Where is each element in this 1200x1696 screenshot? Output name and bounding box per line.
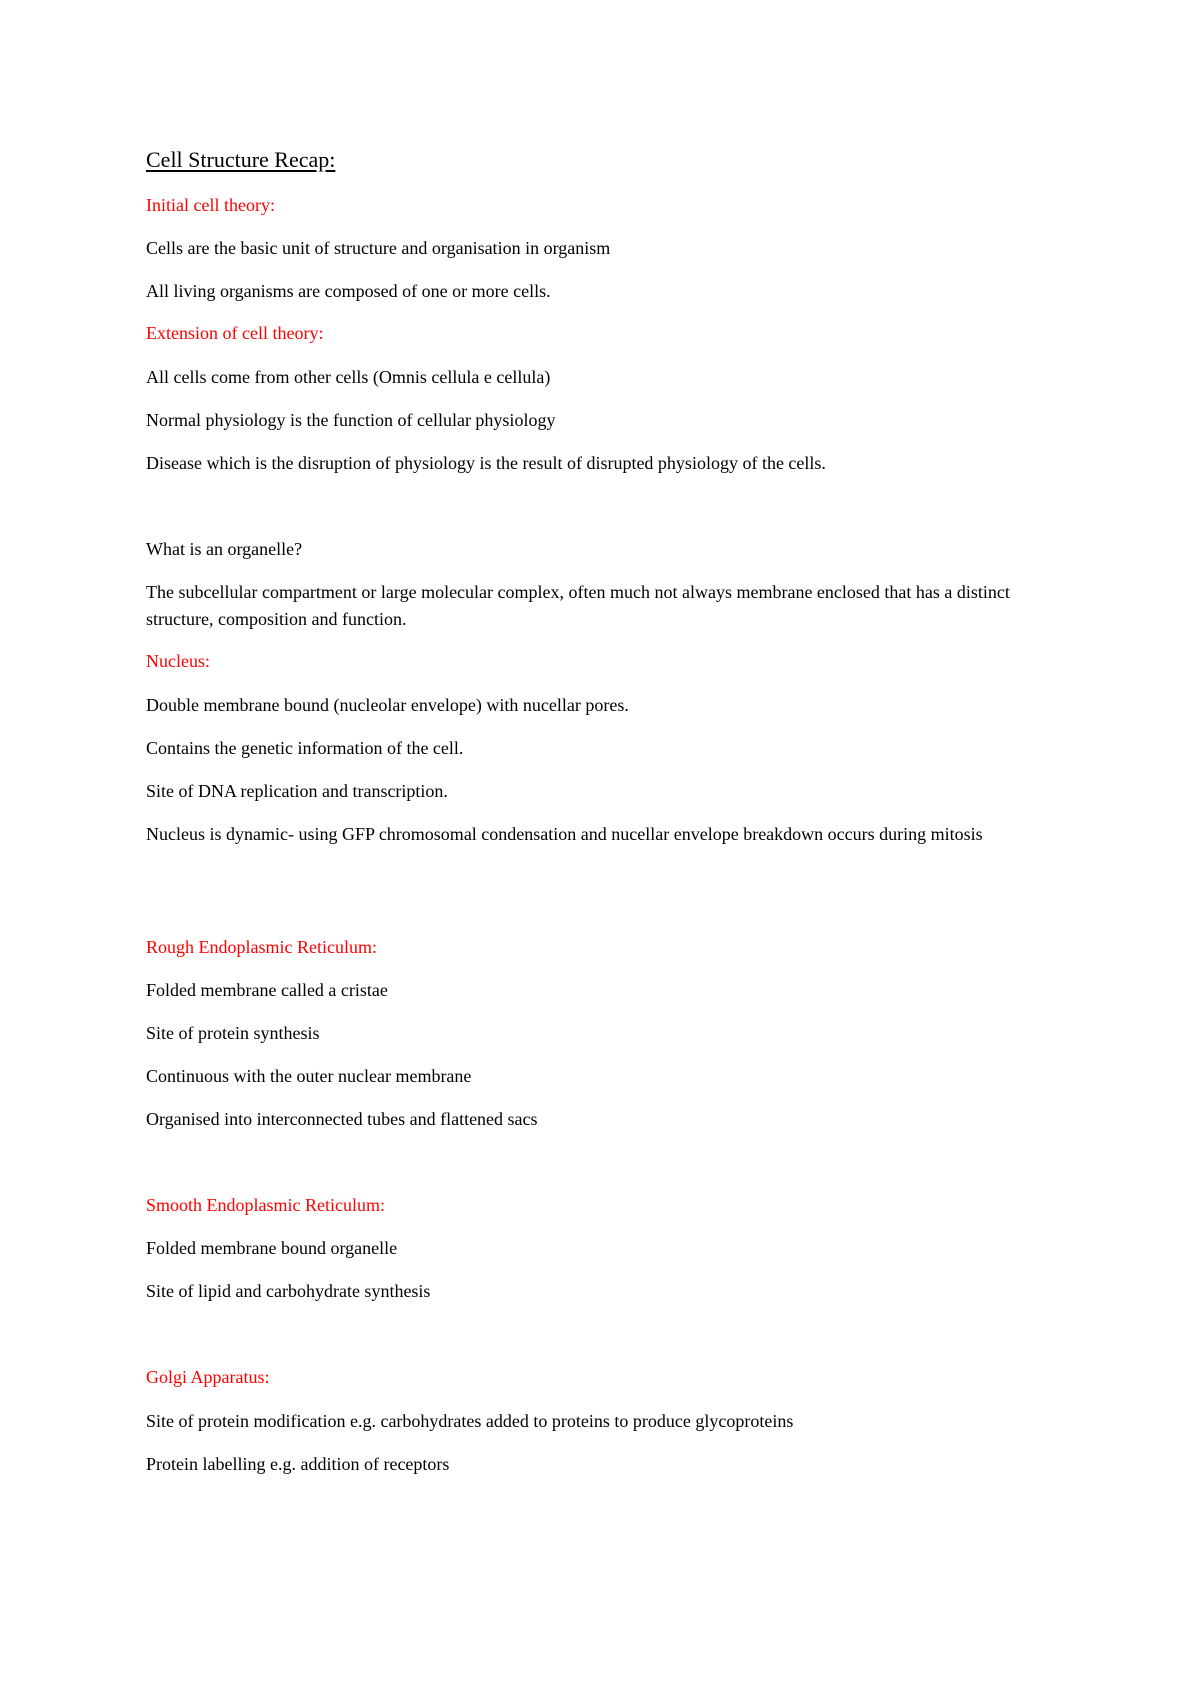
paragraph: Site of DNA replication and transcription. [146,781,448,801]
paragraph: Protein labelling e.g. addition of receptors [146,1454,450,1474]
organelle-question: What is an organelle? [146,539,303,559]
organelle-answer: The subcellular compartment or large molecular complex, often much not always membrane enclosed that has a distinct structure, composition and function. [146,582,1010,629]
paragraph: Folded membrane bound organelle [146,1238,398,1258]
paragraph: Site of protein modification e.g. carbohydrates added to proteins to produce glycoproteins [146,1411,794,1431]
paragraph: Nucleus is dynamic- using GFP chromosomal condensation and nucellar envelope breakdown occurs during mitosis [146,824,983,844]
paragraph: All cells come from other cells (Omnis cellula e cellula) [146,367,551,387]
paragraph: Normal physiology is the function of cellular physiology [146,410,556,430]
paragraph: Contains the genetic information of the cell. [146,738,464,758]
paragraph: Site of lipid and carbohydrate synthesis [146,1281,431,1301]
paragraph: Folded membrane called a cristae [146,980,388,1000]
heading-golgi: Golgi Apparatus: [146,1367,270,1387]
heading-nucleus: Nucleus: [146,651,210,671]
paragraph: Disease which is the disruption of physiology is the result of disrupted physiology of the cells. [146,453,826,473]
heading-rough-er: Rough Endoplasmic Reticulum: [146,937,377,957]
paragraph: Site of protein synthesis [146,1023,320,1043]
paragraph: Double membrane bound (nucleolar envelope) with nucellar pores. [146,695,629,715]
paragraph: Organised into interconnected tubes and flattened sacs [146,1109,538,1129]
heading-smooth-er: Smooth Endoplasmic Reticulum: [146,1195,385,1215]
paragraph: Continuous with the outer nuclear membrane [146,1066,472,1086]
paragraph: All living organisms are composed of one or more cells. [146,281,551,301]
heading-extension-cell-theory: Extension of cell theory: [146,323,324,343]
heading-initial-cell-theory: Initial cell theory: [146,195,275,215]
paragraph: Cells are the basic unit of structure and organisation in organism [146,238,611,258]
page-title: Cell Structure Recap: [146,147,336,172]
